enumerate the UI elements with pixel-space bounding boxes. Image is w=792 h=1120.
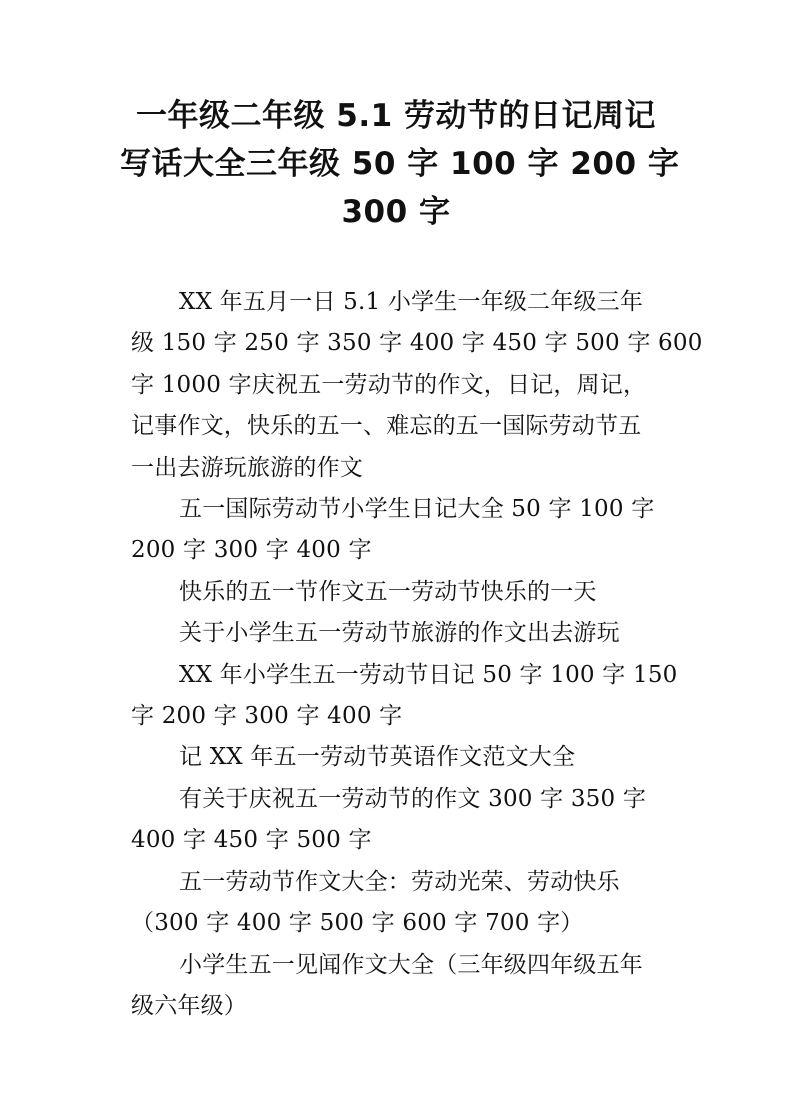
paragraph-line: 级六年级）: [131, 992, 247, 1019]
paragraph-line: 记 XX 年五一劳动节英语作文范文大全: [179, 744, 576, 771]
paragraph-celebration: [131, 779, 666, 862]
paragraph-student-diary: [131, 655, 678, 738]
paragraph-line: 200 字 300 字 400 字: [131, 537, 372, 564]
document-title: [120, 92, 680, 236]
title-line: 一年级二年级 5.1 劳动节的日记周记: [136, 98, 656, 134]
paragraph-observations: [131, 945, 666, 1028]
paragraph-diary-collection: [131, 489, 666, 572]
paragraph-line: 记事作文，快乐的五一、难忘的五一国际劳动节五: [131, 413, 642, 440]
paragraph-line: （300 字 400 字 500 字 600 字 700 字）: [131, 910, 584, 937]
paragraph-happy-day: [131, 572, 666, 613]
paragraph-line: 级 150 字 250 字 350 字 400 字 450 字 500 字 600: [131, 330, 703, 357]
paragraph-line: 小学生五一见闻作文大全（三年级四年级五年: [179, 951, 643, 978]
paragraph-english-essay: [131, 737, 666, 778]
paragraph-line: XX 年小学生五一劳动节日记 50 字 100 字 150: [179, 661, 678, 688]
paragraph-line: 一出去游玩旅游的作文: [131, 454, 363, 481]
paragraph-line: 五一国际劳动节小学生日记大全 50 字 100 字: [179, 496, 655, 523]
paragraph-line: XX 年五月一日 5.1 小学生一年级二年级三年: [179, 289, 644, 315]
paragraph-labor-glory: [131, 862, 666, 945]
title-line: 写话大全三年级 50 字 100 字 200 字: [120, 146, 680, 182]
paragraph-line: 字 1000 字庆祝五一劳动节的作文，日记，周记，: [131, 371, 647, 398]
paragraph-intro: [131, 282, 703, 489]
paragraph-line: 有关于庆祝五一劳动节的作文 300 字 350 字: [179, 785, 647, 812]
paragraph-travel: [131, 613, 666, 654]
paragraph-line: 字 200 字 300 字 400 字: [131, 703, 403, 730]
paragraph-line: 快乐的五一节作文五一劳动节快乐的一天: [179, 578, 597, 605]
paragraph-line: 五一劳动节作文大全：劳动光荣、劳动快乐: [179, 868, 620, 895]
document-body: [131, 282, 703, 1027]
paragraph-line: 关于小学生五一劳动节旅游的作文出去游玩: [179, 620, 620, 647]
title-line: 300 字: [341, 194, 451, 230]
paragraph-line: 400 字 450 字 500 字: [131, 827, 372, 854]
